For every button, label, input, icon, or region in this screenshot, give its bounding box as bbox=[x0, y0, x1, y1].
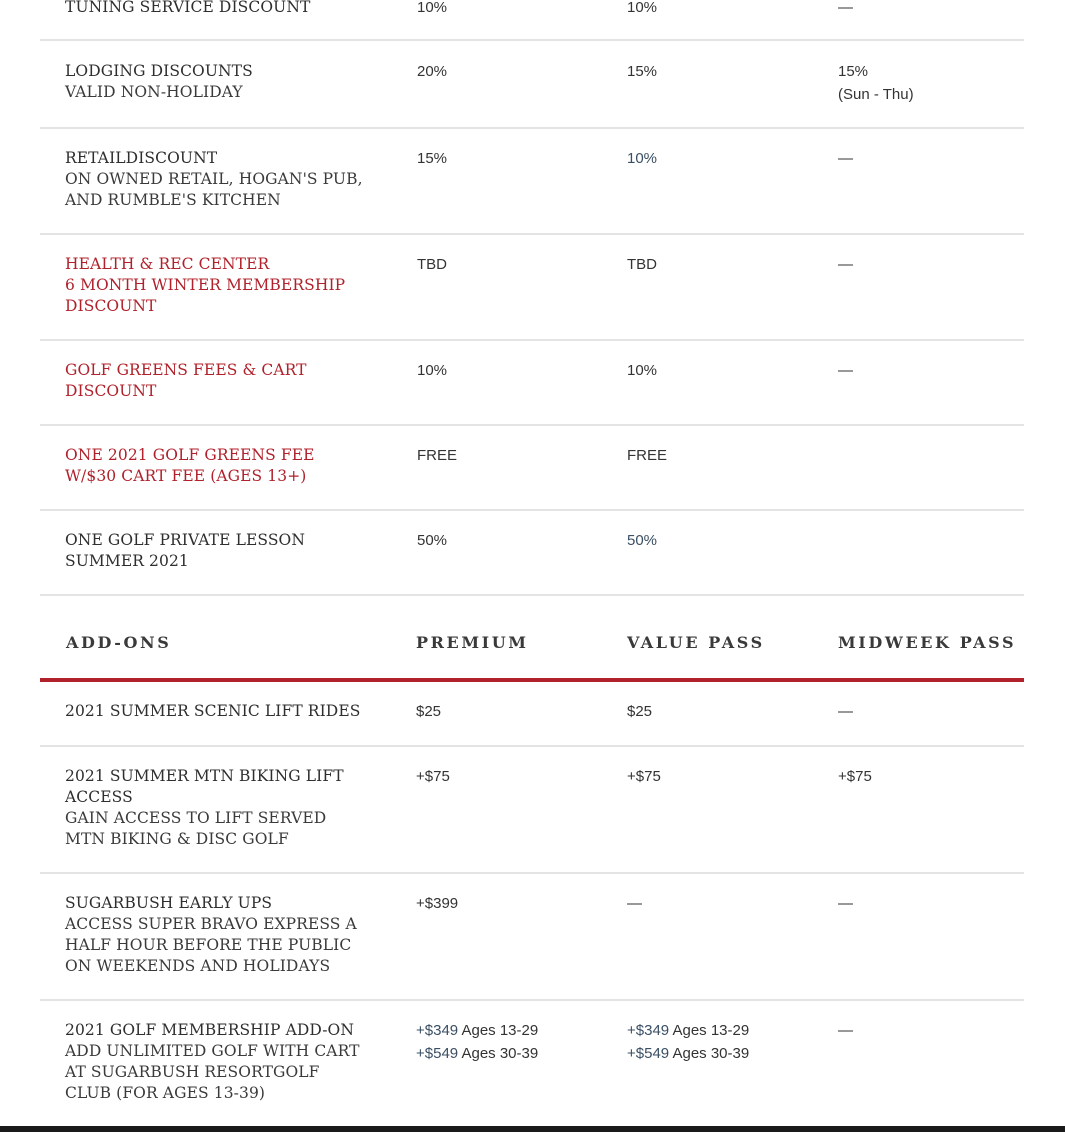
table-row bbox=[40, 874, 1024, 1001]
midweek-value: — bbox=[838, 362, 853, 379]
value-pass-value: 10% bbox=[627, 362, 658, 379]
premium-value: +$399 bbox=[416, 895, 459, 912]
age-range: Ages 13-29 bbox=[672, 1022, 750, 1039]
addon-title: 2021 SUMMER SCENIC LIFT RIDES bbox=[65, 702, 361, 720]
addons-column-header: ADD-ONS bbox=[66, 633, 172, 652]
benefit-title: LODGING DISCOUNTS bbox=[65, 62, 253, 80]
benefit-title: ONE GOLF PRIVATE LESSON SUMMER 2021 bbox=[65, 531, 306, 570]
golf-greens-fee-free-link[interactable]: ONE 2021 GOLF GREENS FEE W/$30 CART FEE (AGES 13+) bbox=[65, 446, 315, 485]
premium-column-header: PREMIUM bbox=[416, 633, 529, 652]
addon-label bbox=[65, 766, 370, 850]
age-range: Ages 13-29 bbox=[461, 1022, 539, 1039]
addon-title: 2021 GOLF MEMBERSHIP ADD-ON bbox=[65, 1021, 355, 1039]
premium-value: 10% bbox=[417, 0, 448, 16]
premium-value: TBD bbox=[417, 256, 447, 273]
value-pass-value: $25 bbox=[627, 703, 653, 720]
midweek-value: — bbox=[838, 1022, 853, 1039]
table-row bbox=[40, 41, 1024, 129]
value-pass-value: 15% bbox=[627, 63, 658, 80]
midweek-pass-column-header: MIDWEEK PASS bbox=[838, 633, 1017, 652]
premium-value: 15% bbox=[417, 150, 448, 167]
midweek-value: — bbox=[838, 703, 853, 720]
midweek-value: 15% bbox=[838, 63, 869, 80]
addon-subtitle: GAIN ACCESS TO LIFT SERVED MTN BIKING & DISC GOLF bbox=[65, 809, 327, 848]
health-rec-center-link[interactable] bbox=[65, 254, 370, 317]
premium-value: +$75 bbox=[416, 768, 450, 785]
value-pass-value: TBD bbox=[627, 256, 657, 273]
table-row bbox=[40, 0, 1024, 41]
benefit-subtitle: ON OWNED RETAIL, HOGAN'S PUB, AND RUMBLE'S KITCHEN bbox=[65, 170, 363, 209]
value-pass-value: 50% bbox=[627, 532, 658, 549]
table-row bbox=[40, 511, 1024, 596]
addon-title: SUGARBUSH EARLY UPS bbox=[65, 894, 273, 912]
addon-label bbox=[65, 893, 370, 977]
midweek-note: (Sun - Thu) bbox=[838, 86, 914, 103]
midweek-value: +$75 bbox=[838, 768, 872, 785]
benefit-title: TUNING SERVICE DISCOUNT bbox=[65, 0, 311, 16]
addon-label bbox=[65, 1020, 370, 1104]
premium-value: FREE bbox=[417, 447, 458, 464]
price: +$549 bbox=[416, 1045, 459, 1062]
age-range: Ages 30-39 bbox=[672, 1045, 750, 1062]
age-range: Ages 30-39 bbox=[461, 1045, 539, 1062]
value-pass-value: 10% bbox=[627, 0, 658, 16]
table-row bbox=[40, 426, 1024, 511]
midweek-value-group bbox=[838, 60, 1018, 106]
midweek-value: — bbox=[838, 256, 853, 273]
price: +$349 bbox=[416, 1022, 459, 1039]
premium-value: 50% bbox=[417, 532, 448, 549]
midweek-value: — bbox=[838, 150, 853, 167]
premium-value: $25 bbox=[416, 703, 442, 720]
benefit-title[interactable]: HEALTH & REC CENTER bbox=[65, 255, 270, 273]
premium-value: 10% bbox=[417, 362, 448, 379]
value-pass-value: — bbox=[627, 895, 642, 912]
benefit-label bbox=[65, 61, 370, 103]
benefit-subtitle: VALID NON-HOLIDAY bbox=[65, 83, 243, 101]
benefit-subtitle[interactable]: 6 MONTH WINTER MEMBERSHIP DISCOUNT bbox=[65, 276, 346, 315]
midweek-value: — bbox=[838, 895, 853, 912]
value-pass-value: +$75 bbox=[627, 768, 661, 785]
addon-title: 2021 SUMMER MTN BIKING LIFT ACCESS bbox=[65, 767, 344, 806]
value-pass-column-header: VALUE PASS bbox=[627, 633, 765, 652]
table-row bbox=[40, 747, 1024, 874]
bottom-bar bbox=[0, 1126, 1065, 1132]
benefit-label bbox=[65, 148, 370, 211]
value-pass-price-group bbox=[627, 1019, 827, 1065]
price: +$549 bbox=[627, 1045, 670, 1062]
price: +$349 bbox=[627, 1022, 670, 1039]
benefits-table bbox=[40, 0, 1024, 1132]
golf-greens-fees-link[interactable]: GOLF GREENS FEES & CART DISCOUNT bbox=[65, 361, 307, 400]
table-row bbox=[40, 341, 1024, 426]
premium-price-group bbox=[416, 1019, 616, 1065]
value-pass-value: 10% bbox=[627, 150, 658, 167]
table-row bbox=[40, 129, 1024, 235]
addon-subtitle: ACCESS SUPER BRAVO EXPRESS A HALF HOUR BEFORE THE PUBLIC ON WEEKENDS AND HOLIDAYS bbox=[65, 915, 357, 975]
midweek-value: — bbox=[838, 0, 853, 16]
addons-header-row bbox=[40, 596, 1024, 682]
premium-value: 20% bbox=[417, 63, 448, 80]
benefit-title: RETAILDISCOUNT bbox=[65, 149, 218, 167]
table-row bbox=[40, 235, 1024, 341]
addon-subtitle: ADD UNLIMITED GOLF WITH CART AT SUGARBUSH RESORTGOLF CLUB (FOR AGES 13-39) bbox=[65, 1042, 360, 1102]
table-row bbox=[40, 682, 1024, 747]
value-pass-value: FREE bbox=[627, 447, 668, 464]
table-row bbox=[40, 1001, 1024, 1132]
